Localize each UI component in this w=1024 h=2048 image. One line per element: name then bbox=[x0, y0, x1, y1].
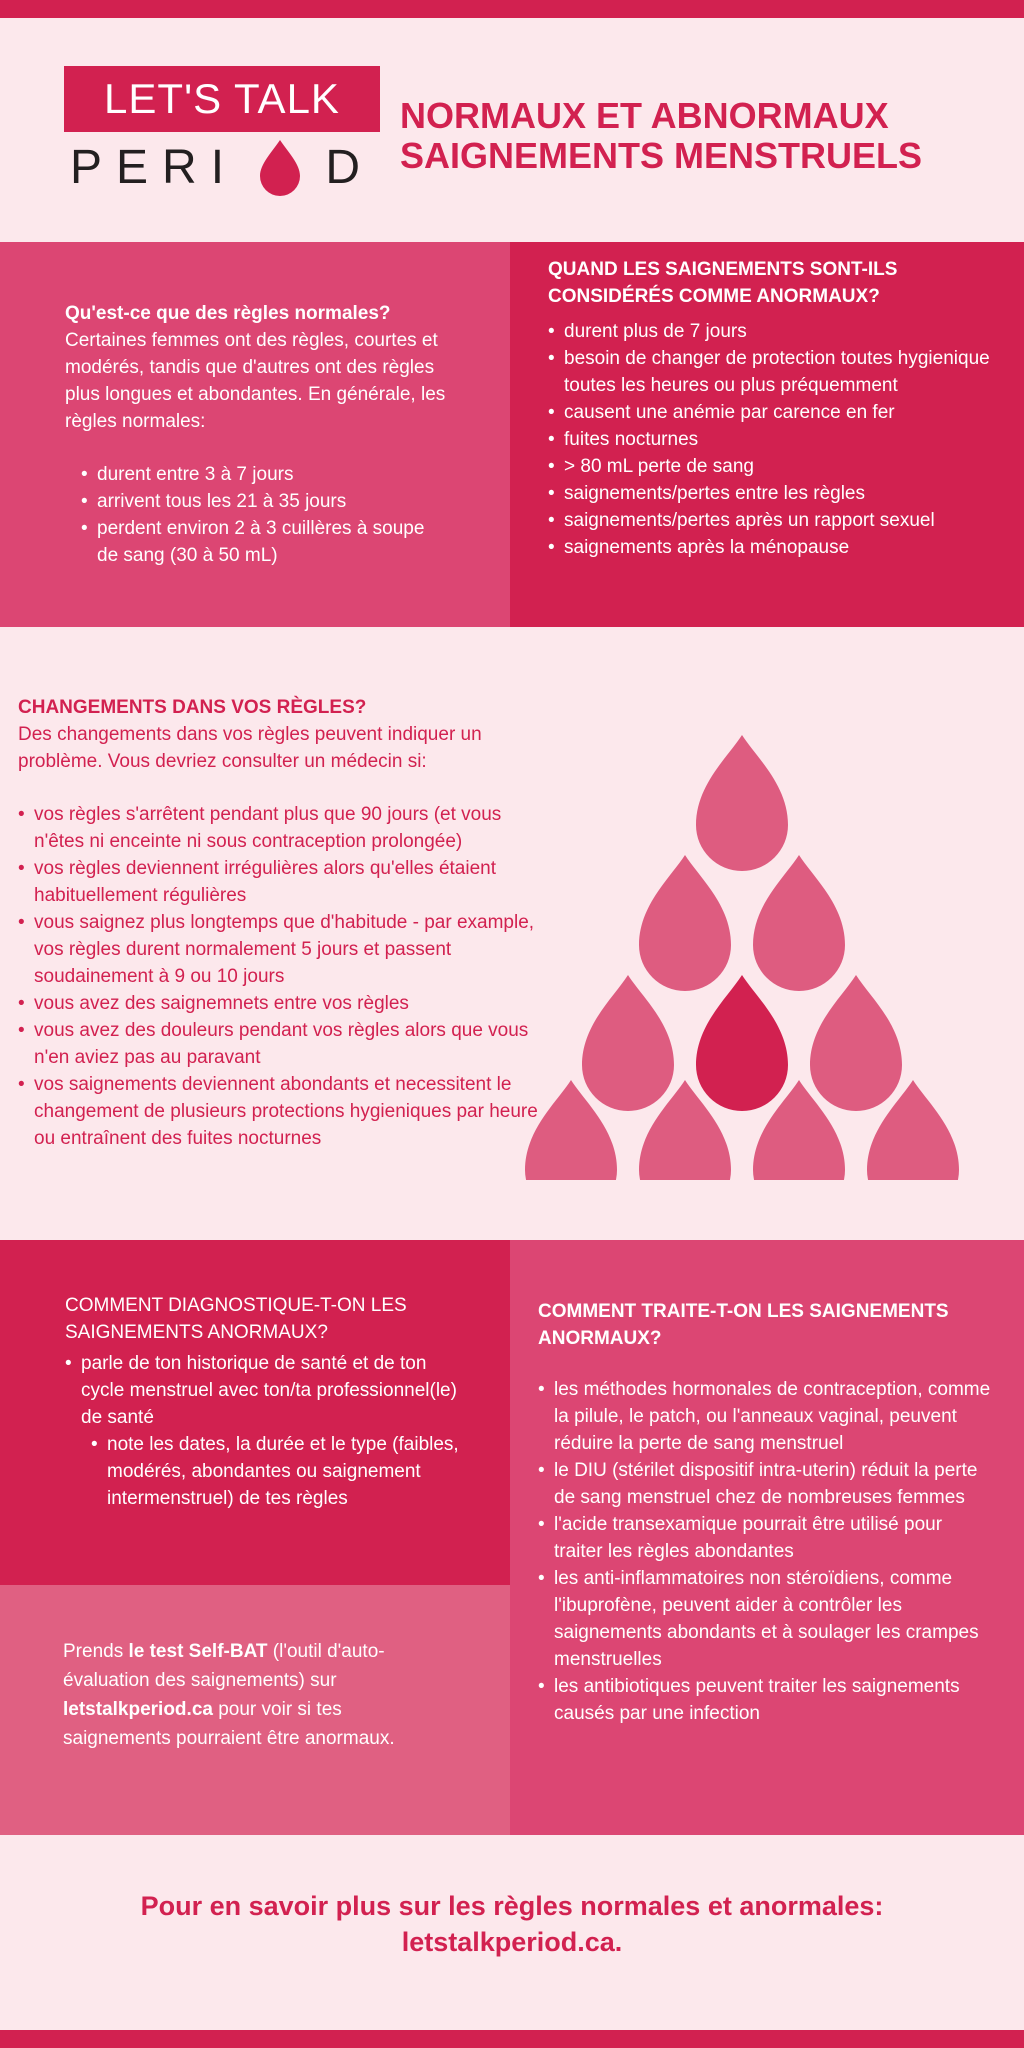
list-item: • le DIU (stérilet dispositif intra-uterin) réduit la perte de sang menstruel chez de nombreuses femmes bbox=[538, 1457, 994, 1511]
footer-link[interactable]: letstalkperiod.ca. bbox=[401, 1927, 623, 1957]
list-item: • durent plus de 7 jours bbox=[548, 318, 994, 345]
list-item: • vous avez des saignemnets entre vos règles bbox=[18, 990, 538, 1017]
list-item: • besoin de changer de protection toutes hygienique toutes les heures ou plus préquemment bbox=[548, 345, 994, 399]
changes-intro: Des changements dans vos règles peuvent indiquer un problème. Vous devriez consulter un médecin si: bbox=[18, 724, 482, 772]
selfbat-link[interactable]: letstalkperiod.ca bbox=[63, 1699, 213, 1720]
changes-list bbox=[18, 801, 538, 1152]
page-title: NORMAUX ET ABNORMAUX SAIGNEMENTS MENSTRUELS bbox=[400, 95, 923, 176]
drop-o-icon bbox=[258, 138, 302, 196]
list-item: • parle de ton historique de santé et de ton cycle menstruel avec ton/ta professionnel(le) de santé bbox=[65, 1350, 460, 1431]
drop-icon bbox=[696, 735, 788, 871]
list-item: • vos saignements deviennent abondants et necessitent le changement de plusieurs protections hygieniques par heure ou entraînent des fuites nocturnes bbox=[18, 1071, 538, 1152]
list-item: • > 80 mL perte de sang bbox=[548, 453, 994, 480]
abnormal-heading: QUAND LES SAIGNEMENTS SONT-ILS CONSIDÉRÉS COMME ANORMAUX? bbox=[548, 259, 898, 307]
abnormal-list bbox=[548, 318, 994, 561]
list-item: • saignements après la ménopause bbox=[548, 534, 994, 561]
abnormal-section bbox=[510, 242, 1024, 627]
drops-pyramid-illustration bbox=[520, 690, 980, 1180]
drop-icon bbox=[810, 975, 902, 1111]
normal-intro: Certaines femmes ont des règles, courtes et modérés, tandis que d'autres ont des règles plus longues et abondantes. En générale, les règles normales: bbox=[65, 330, 446, 432]
logo bbox=[64, 66, 380, 206]
list-item: • vous avez des douleurs pendant vos règles alors que vous n'en aviez pas au paravant bbox=[18, 1017, 538, 1071]
list-item: • vous saignez plus longtemps que d'habitude - par example, vos règles durent normalement 5 jours et passent soudainement à 9 ou 10 jours bbox=[18, 909, 538, 990]
diagnose-section bbox=[0, 1240, 510, 1585]
list-item: • vos règles s'arrêtent pendant plus que 90 jours (et vous n'êtes ni enceinte ni sous contraception prolongée) bbox=[18, 801, 538, 855]
treat-section bbox=[510, 1240, 1024, 1835]
diagnose-list bbox=[65, 1350, 460, 1431]
top-stripe bbox=[0, 0, 1024, 18]
logo-line1: LET'S TALK bbox=[104, 75, 340, 122]
list-item: • les anti-inflammatoires non stéroïdiens, comme l'ibuprofène, peuvent aider à contrôler les saignements abondants et à soulager les crampes menstruelles bbox=[538, 1565, 994, 1673]
list-item: • les antibiotiques peuvent traiter les saignements causés par une infection bbox=[538, 1673, 994, 1727]
logo-line2: PERI D bbox=[64, 132, 380, 202]
drop-icon bbox=[696, 975, 788, 1111]
drop-icon bbox=[639, 855, 731, 991]
list-item: • vos règles deviennent irrégulières alors qu'elles étaient habituellement régulières bbox=[18, 855, 538, 909]
list-item: • perdent environ 2 à 3 cuillères à soupe de sang (30 à 50 mL) bbox=[81, 515, 450, 569]
list-item: • les méthodes hormonales de contraception, comme la pilule, le patch, ou l'anneaux vaginal, peuvent réduire la perte de sang menstruel bbox=[538, 1376, 994, 1457]
normal-heading: Qu'est-ce que des règles normales? bbox=[65, 303, 391, 324]
treat-list bbox=[538, 1376, 994, 1727]
logo-banner bbox=[64, 66, 380, 132]
list-item: • durent entre 3 à 7 jours bbox=[81, 461, 450, 488]
treat-heading: COMMENT TRAITE-T-ON LES SAIGNEMENTS ANORMAUX? bbox=[538, 1301, 949, 1349]
list-item: • arrivent tous les 21 à 35 jours bbox=[81, 488, 450, 515]
selfbat-section: Prends le test Self-BAT (l'outil d'auto-évaluation des saignements) sur letstalkperiod.ca pour voir si tes saignements pourraient être anormaux. bbox=[0, 1585, 510, 1835]
drop-icon bbox=[582, 975, 674, 1111]
list-item: • note les dates, la durée et le type (faibles, modérés, abondantes ou saignement intermenstruel) de tes règles bbox=[91, 1431, 460, 1512]
list-item: • saignements/pertes entre les règles bbox=[548, 480, 994, 507]
selfbat-test-name: le test Self-BAT bbox=[128, 1641, 268, 1662]
drop-icon bbox=[753, 855, 845, 991]
footer bbox=[0, 1888, 1024, 1960]
normal-periods-section bbox=[0, 242, 510, 627]
changes-section bbox=[18, 694, 538, 1152]
list-item: • l'acide transexamique pourrait être utilisé pour traiter les règles abondantes bbox=[538, 1511, 994, 1565]
diagnose-sublist bbox=[65, 1431, 460, 1512]
normal-list bbox=[65, 461, 450, 569]
footer-line1: Pour en savoir plus sur les règles normales et anormales: bbox=[140, 1891, 884, 1921]
changes-heading: CHANGEMENTS DANS VOS RÈGLES? bbox=[18, 697, 367, 718]
bottom-stripe bbox=[0, 2030, 1024, 2048]
list-item: • saignements/pertes après un rapport sexuel bbox=[548, 507, 994, 534]
diagnose-heading: COMMENT DIAGNOSTIQUE-T-ON LES SAIGNEMENTS ANORMAUX? bbox=[65, 1295, 407, 1343]
list-item: • causent une anémie par carence en fer bbox=[548, 399, 994, 426]
list-item: • fuites nocturnes bbox=[548, 426, 994, 453]
